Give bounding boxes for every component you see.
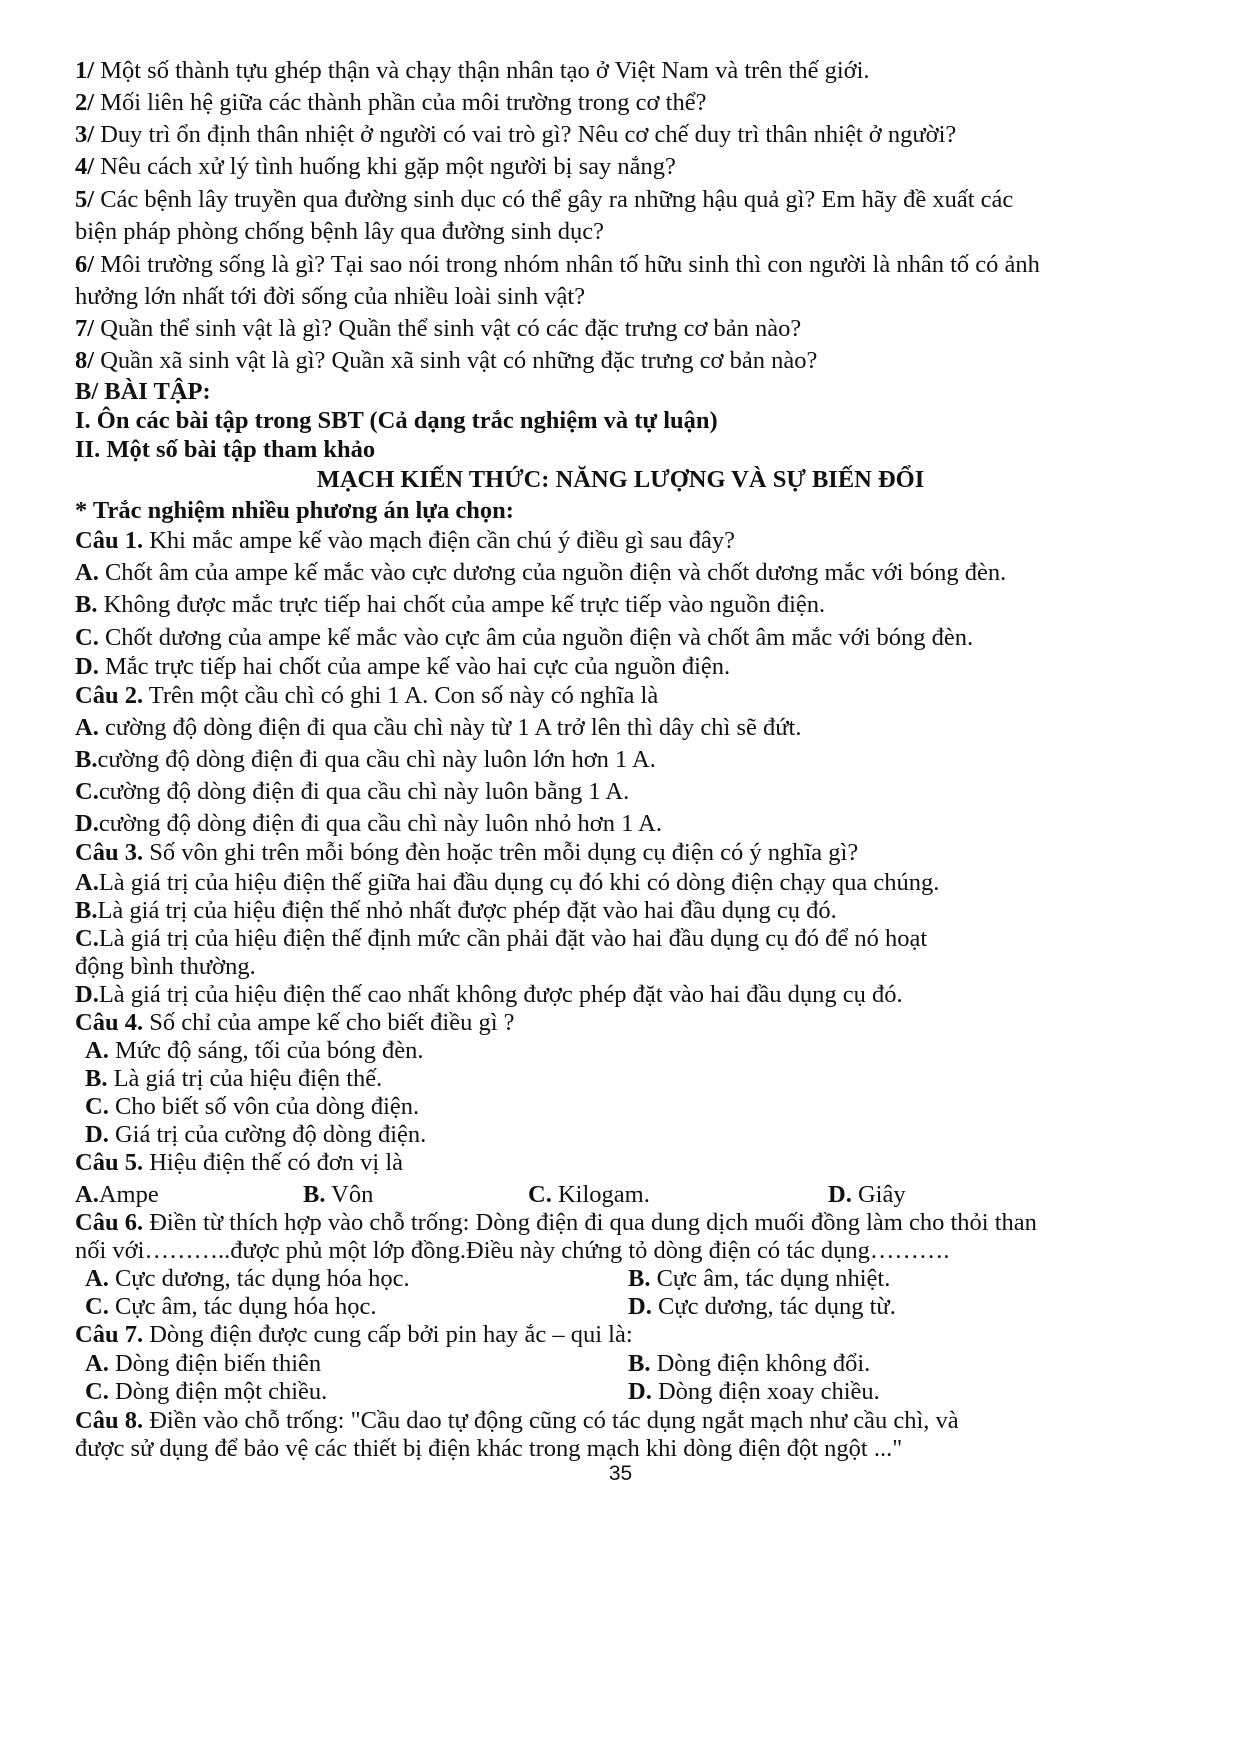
mcq-2-option-a: A. cường độ dòng điện đi qua cầu chì này từ 1 A trở lên thì dây chì sẽ đứt. — [75, 714, 802, 741]
part-2-heading: II. Một số bài tập tham khảo — [75, 436, 376, 463]
mcq-2-option-b: B.cường độ dòng điện đi qua cầu chì này luôn lớn hơn 1 A. — [75, 746, 656, 773]
mcq-3-option-c: C.Là giá trị của hiệu điện thế định mức cần phải đặt vào hai đầu dụng cụ đó để nó hoạt — [75, 925, 928, 952]
question-3: 3/ Duy trì ổn định thân nhiệt ở người có vai trò gì? Nêu cơ chế duy trì thân nhiệt ở người? — [75, 121, 957, 148]
mcq-1-option-b: B. Không được mắc trực tiếp hai chốt của ampe kế trực tiếp vào nguồn điện. — [75, 591, 826, 618]
mcq-6-stem: Câu 6. Điền từ thích hợp vào chỗ trống: Dòng điện đi qua dung dịch muối đồng làm cho thỏi than — [75, 1209, 1037, 1236]
mcq-1-stem: Câu 1. Khi mắc ampe kế vào mạch điện cần chú ý điều gì sau đây? — [75, 527, 735, 554]
mcq-5-option-c: C. Kilogam. — [528, 1181, 650, 1208]
mcq-3-option-c-cont: động bình thường. — [75, 953, 256, 980]
question-4: 4/ Nêu cách xử lý tình huống khi gặp một người bị say nắng? — [75, 153, 676, 180]
mcq-6-option-a: A. Cực dương, tác dụng hóa học. — [85, 1265, 410, 1292]
question-2: 2/ Mối liên hệ giữa các thành phần của môi trường trong cơ thể? — [75, 89, 707, 116]
topic-heading: MẠCH KIẾN THỨC: NĂNG LƯỢNG VÀ SỰ BIẾN ĐỔI — [316, 466, 925, 493]
mcq-3-option-a: A.Là giá trị của hiệu điện thế giữa hai đầu dụng cụ đó khi có dòng điện chạy qua chúng. — [75, 869, 940, 896]
mcq-5-option-d: D. Giây — [828, 1181, 906, 1208]
question-8: 8/ Quần xã sinh vật là gì? Quần xã sinh vật có những đặc trưng cơ bản nào? — [75, 347, 818, 374]
mcq-2-stem: Câu 2. Trên một cầu chì có ghi 1 A. Con số này có nghĩa là — [75, 682, 659, 709]
mcq-7-option-a: A. Dòng điện biến thiên — [85, 1350, 322, 1377]
mcq-5-stem: Câu 5. Hiệu điện thế có đơn vị là — [75, 1149, 404, 1176]
mcq-7-option-d: D. Dòng điện xoay chiều. — [628, 1378, 880, 1405]
mcq-3-option-b: B.Là giá trị của hiệu điện thế nhỏ nhất được phép đặt vào hai đầu dụng cụ đó. — [75, 897, 837, 924]
mcq-6-option-c: C. Cực âm, tác dụng hóa học. — [85, 1293, 377, 1320]
question-6: 6/ Môi trường sống là gì? Tại sao nói trong nhóm nhân tố hữu sinh thì con người là nhân tố có ảnh — [75, 251, 1040, 278]
mcq-heading: * Trắc nghiệm nhiều phương án lựa chọn: — [75, 497, 514, 524]
mcq-1-option-d: D. Mắc trực tiếp hai chốt của ampe kế vào hai cực của nguồn điện. — [75, 653, 731, 680]
question-6-cont: hưởng lớn nhất tới đời sống của nhiều loài sinh vật? — [75, 283, 586, 310]
part-1-heading: I. Ôn các bài tập trong SBT (Cả dạng trắc nghiệm và tự luận) — [75, 407, 718, 434]
mcq-6-option-d: D. Cực dương, tác dụng từ. — [628, 1293, 896, 1320]
mcq-4-option-c: C. Cho biết số vôn của dòng điện. — [85, 1093, 420, 1120]
mcq-3-option-d: D.Là giá trị của hiệu điện thế cao nhất không được phép đặt vào hai đầu dụng cụ đó. — [75, 981, 903, 1008]
mcq-7-stem: Câu 7. Dòng điện được cung cấp bởi pin hay ắc – qui là: — [75, 1321, 633, 1348]
mcq-7-option-c: C. Dòng điện một chiều. — [85, 1378, 328, 1405]
mcq-4-option-a: A. Mức độ sáng, tối của bóng đèn. — [85, 1037, 424, 1064]
mcq-6-option-b: B. Cực âm, tác dụng nhiệt. — [628, 1265, 891, 1292]
mcq-2-option-d: D.cường độ dòng điện đi qua cầu chì này luôn nhỏ hơn 1 A. — [75, 810, 662, 837]
mcq-4-option-b: B. Là giá trị của hiệu điện thế. — [85, 1065, 383, 1092]
mcq-1-option-c: C. Chốt dương của ampe kế mắc vào cực âm của nguồn điện và chốt âm mắc với bóng đèn. — [75, 624, 974, 651]
mcq-8-stem-cont: được sử dụng để bảo vệ các thiết bị điện khác trong mạch khi dòng điện đột ngột ..." — [75, 1435, 903, 1462]
mcq-5-option-a: A.Ampe — [75, 1181, 159, 1208]
mcq-3-stem: Câu 3. Số vôn ghi trên mỗi bóng đèn hoặc trên mỗi dụng cụ điện có ý nghĩa gì? — [75, 839, 859, 866]
mcq-1-option-a: A. Chốt âm của ampe kế mắc vào cực dương của nguồn điện và chốt dương mắc với bóng đèn. — [75, 559, 1007, 586]
question-5-cont: biện pháp phòng chống bệnh lây qua đường sinh dục? — [75, 218, 605, 245]
mcq-6-stem-cont: nối với………..được phủ một lớp đồng.Điều này chứng tỏ dòng điện có tác dụng………. — [75, 1237, 950, 1264]
mcq-5-option-b: B. Vôn — [303, 1181, 374, 1208]
mcq-4-option-d: D. Giá trị của cường độ dòng điện. — [85, 1121, 427, 1148]
section-b-heading: B/ BÀI TẬP: — [75, 378, 211, 405]
question-5: 5/ Các bệnh lây truyền qua đường sinh dục có thể gây ra những hậu quả gì? Em hãy đề xuất các — [75, 186, 1014, 213]
page-number: 35 — [608, 1462, 633, 1485]
mcq-8-stem: Câu 8. Điền vào chỗ trống: "Cầu dao tự động cũng có tác dụng ngắt mạch như cầu chì, và — [75, 1407, 959, 1434]
mcq-4-stem: Câu 4. Số chỉ của ampe kế cho biết điều gì ? — [75, 1009, 515, 1036]
mcq-2-option-c: C.cường độ dòng điện đi qua cầu chì này luôn bằng 1 A. — [75, 778, 630, 805]
question-1: 1/ Một số thành tựu ghép thận và chạy thận nhân tạo ở Việt Nam và trên thế giới. — [75, 57, 870, 84]
question-7: 7/ Quần thể sinh vật là gì? Quần thể sinh vật có các đặc trưng cơ bản nào? — [75, 315, 802, 342]
mcq-7-option-b: B. Dòng điện không đổi. — [628, 1350, 871, 1377]
